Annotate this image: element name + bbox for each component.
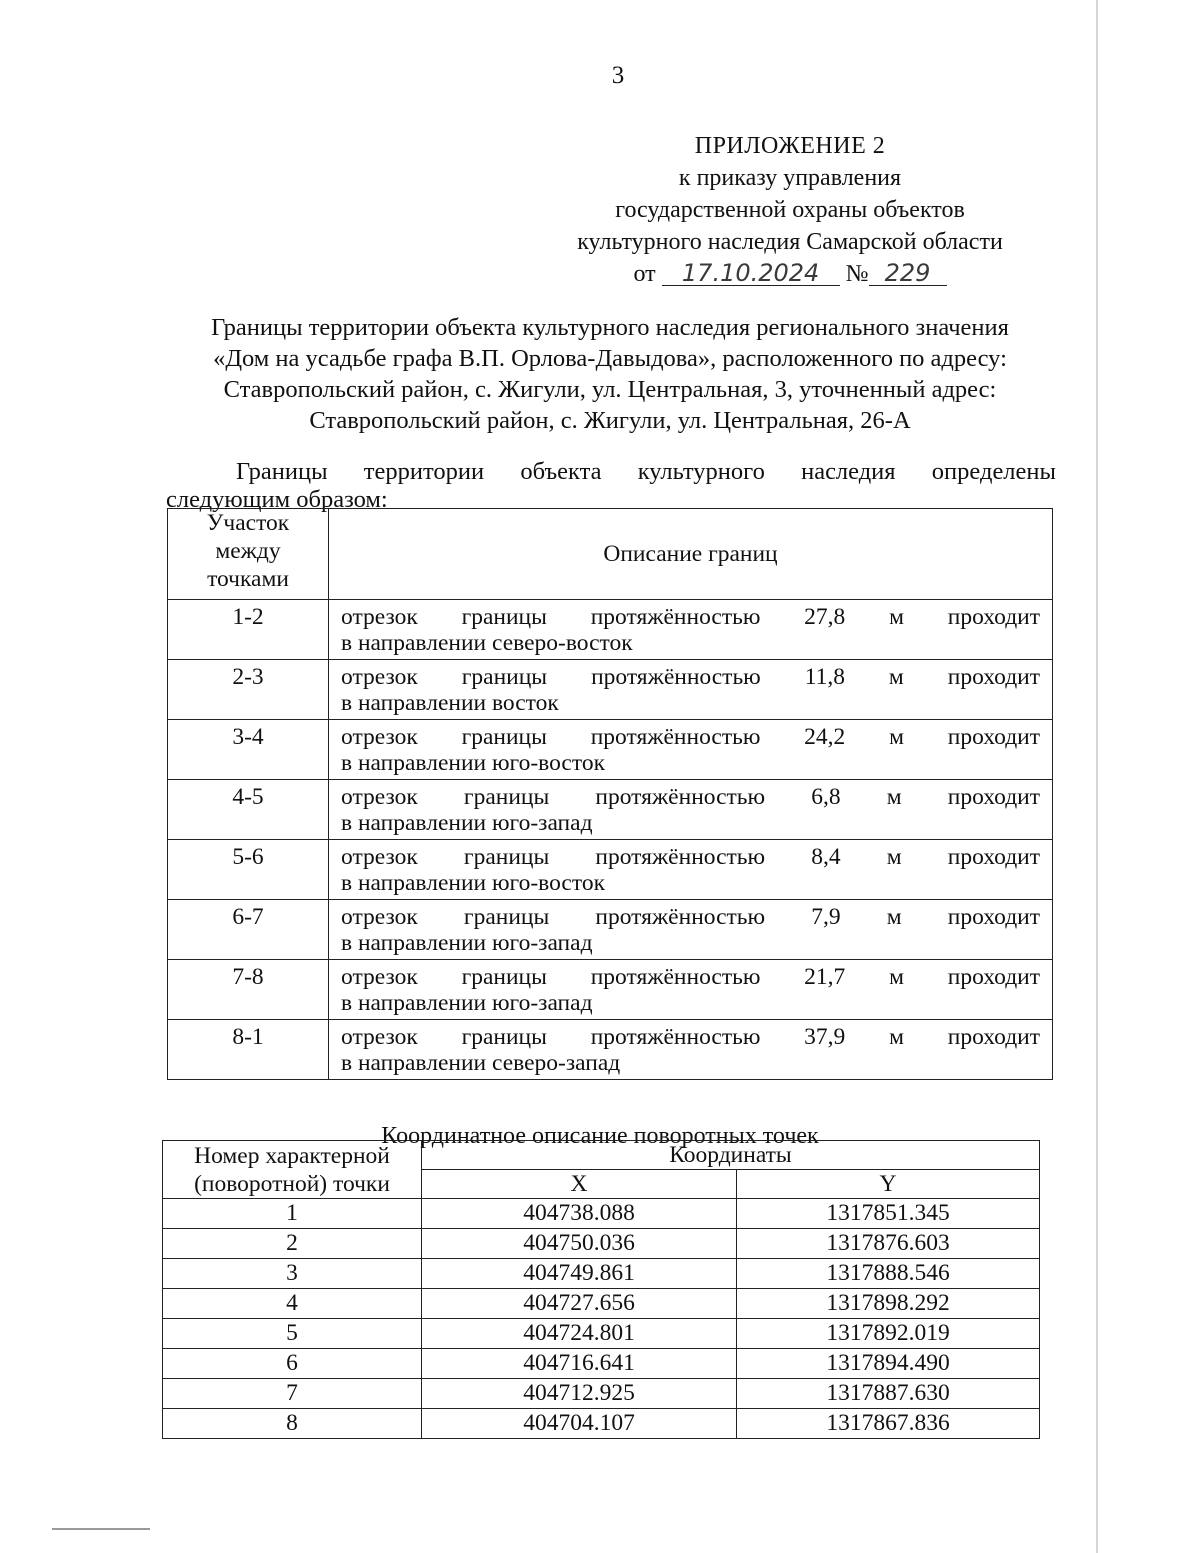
description-cell bbox=[329, 720, 1053, 780]
x-coordinate-cell: 404749.861 bbox=[422, 1259, 737, 1289]
table-row bbox=[168, 780, 1053, 840]
coordinates-caption: Координатное описание поворотных точек bbox=[381, 1123, 819, 1149]
appendix-line-3: культурного наследия Самарской области bbox=[577, 229, 1003, 255]
description-cell bbox=[329, 1020, 1053, 1080]
intro-paragraph bbox=[166, 458, 1056, 514]
heading-line-3: Ставропольский район, с. Жигули, ул. Центральная, 3, уточненный адрес: bbox=[223, 376, 997, 403]
description-cell bbox=[329, 660, 1053, 720]
description-line-2: в направлении юго-запад bbox=[341, 990, 593, 1016]
point-number-header bbox=[163, 1141, 422, 1199]
appendix-block bbox=[540, 130, 1040, 290]
order-date-line bbox=[633, 258, 946, 290]
heading-line-1: Границы территории объекта культурного наследия регионального значения bbox=[211, 314, 1009, 341]
description-cell bbox=[329, 780, 1053, 840]
coords-header-row bbox=[163, 1141, 1040, 1170]
table-row bbox=[163, 1349, 1040, 1379]
scan-edge-line bbox=[1096, 0, 1098, 1553]
table-row bbox=[163, 1229, 1040, 1259]
description-line-2: в направлении северо-восток bbox=[341, 630, 633, 656]
table-row bbox=[168, 660, 1053, 720]
description-line-1: отрезок границы протяжённостью 11,8 м проходит bbox=[341, 664, 1040, 690]
description-cell bbox=[329, 960, 1053, 1020]
intro-line-1: Границы территории объекта культурного наследия определены bbox=[236, 458, 1056, 485]
segment-cell: 7-8 bbox=[168, 960, 329, 1020]
segment-cell: 3-4 bbox=[168, 720, 329, 780]
table-row bbox=[168, 840, 1053, 900]
description-header: Описание границ bbox=[329, 509, 1053, 600]
y-coordinate-cell: 1317887.630 bbox=[737, 1379, 1040, 1409]
heading-line-4: Ставропольский район, с. Жигули, ул. Центральная, 26-А bbox=[309, 407, 911, 434]
description-line-2: в направлении северо-запад bbox=[341, 1050, 621, 1076]
table-row bbox=[168, 900, 1053, 960]
page-number: 3 bbox=[611, 62, 625, 89]
heading-line-2: «Дом на усадьбе графа В.П. Орлова-Давыдова», расположенного по адресу: bbox=[213, 345, 1007, 372]
segment-header bbox=[168, 509, 329, 600]
x-coordinate-cell: 404704.107 bbox=[422, 1409, 737, 1439]
description-cell bbox=[329, 840, 1053, 900]
segment-cell: 8-1 bbox=[168, 1020, 329, 1080]
x-coordinate-cell: 404712.925 bbox=[422, 1379, 737, 1409]
table-row bbox=[168, 1020, 1053, 1080]
point-number-cell: 1 bbox=[163, 1199, 422, 1229]
table-row bbox=[163, 1199, 1040, 1229]
x-coordinate-cell: 404738.088 bbox=[422, 1199, 737, 1229]
table-row bbox=[168, 720, 1053, 780]
point-number-cell: 4 bbox=[163, 1289, 422, 1319]
x-coordinate-cell: 404750.036 bbox=[422, 1229, 737, 1259]
description-line-1: отрезок границы протяжённостью 27,8 м проходит bbox=[341, 604, 1040, 630]
description-line-1: отрезок границы протяжённостью 7,9 м проходит bbox=[341, 904, 1040, 930]
point-header-line: Номер характерной bbox=[194, 1142, 390, 1169]
x-header: X bbox=[422, 1170, 737, 1199]
x-coordinate-cell: 404724.801 bbox=[422, 1319, 737, 1349]
description-line-2: в направлении юго-восток bbox=[341, 870, 605, 896]
y-header: Y bbox=[737, 1170, 1040, 1199]
x-coordinate-cell: 404716.641 bbox=[422, 1349, 737, 1379]
y-coordinate-cell: 1317876.603 bbox=[737, 1229, 1040, 1259]
segment-header-line: Участок bbox=[206, 510, 290, 536]
point-number-cell: 6 bbox=[163, 1349, 422, 1379]
appendix-title: ПРИЛОЖЕНИЕ 2 bbox=[694, 133, 886, 159]
point-number-cell: 2 bbox=[163, 1229, 422, 1259]
segment-cell: 1-2 bbox=[168, 600, 329, 660]
coordinates-header: Координаты bbox=[422, 1141, 1040, 1170]
segment-cell: 5-6 bbox=[168, 840, 329, 900]
table-row bbox=[163, 1379, 1040, 1409]
number-label: № bbox=[845, 261, 869, 287]
table-row bbox=[163, 1319, 1040, 1349]
scan-mark bbox=[52, 1528, 150, 1530]
description-line-1: отрезок границы протяжённостью 21,7 м проходит bbox=[341, 964, 1040, 990]
segment-header-line: точками bbox=[207, 566, 289, 592]
segment-cell: 4-5 bbox=[168, 780, 329, 840]
segment-cell: 2-3 bbox=[168, 660, 329, 720]
intro-line-2: следующим образом: bbox=[166, 486, 388, 513]
point-number-cell: 8 bbox=[163, 1409, 422, 1439]
description-line-1: отрезок границы протяжённостью 37,9 м проходит bbox=[341, 1024, 1040, 1050]
y-coordinate-cell: 1317892.019 bbox=[737, 1319, 1040, 1349]
y-coordinate-cell: 1317888.546 bbox=[737, 1259, 1040, 1289]
description-line-2: в направлении юго-запад bbox=[341, 810, 593, 836]
order-date: 17.10.2024 bbox=[662, 261, 840, 286]
table-row bbox=[163, 1409, 1040, 1439]
document-heading bbox=[170, 312, 1050, 436]
description-line-2: в направлении юго-запад bbox=[341, 930, 593, 956]
appendix-line-2: государственной охраны объектов bbox=[615, 197, 965, 223]
table-row bbox=[168, 600, 1053, 660]
description-line-1: отрезок границы протяжённостью 6,8 м проходит bbox=[341, 784, 1040, 810]
boundaries-header-row bbox=[168, 509, 1053, 600]
segment-header-line: между bbox=[215, 538, 281, 564]
order-number: 229 bbox=[869, 261, 947, 286]
x-coordinate-cell: 404727.656 bbox=[422, 1289, 737, 1319]
segment-cell: 6-7 bbox=[168, 900, 329, 960]
point-number-cell: 3 bbox=[163, 1259, 422, 1289]
boundaries-table bbox=[167, 508, 1053, 1080]
coordinates-table bbox=[162, 1140, 1040, 1439]
appendix-line-1: к приказу управления bbox=[678, 165, 902, 191]
description-cell bbox=[329, 900, 1053, 960]
point-number-cell: 7 bbox=[163, 1379, 422, 1409]
description-line-2: в направлении восток bbox=[341, 690, 559, 716]
description-cell bbox=[329, 600, 1053, 660]
table-row bbox=[163, 1259, 1040, 1289]
table-row bbox=[163, 1289, 1040, 1319]
y-coordinate-cell: 1317894.490 bbox=[737, 1349, 1040, 1379]
y-coordinate-cell: 1317867.836 bbox=[737, 1409, 1040, 1439]
description-line-1: отрезок границы протяжённостью 24,2 м проходит bbox=[341, 724, 1040, 750]
y-coordinate-cell: 1317898.292 bbox=[737, 1289, 1040, 1319]
y-coordinate-cell: 1317851.345 bbox=[737, 1199, 1040, 1229]
table-row bbox=[168, 960, 1053, 1020]
description-line-1: отрезок границы протяжённостью 8,4 м проходит bbox=[341, 844, 1040, 870]
from-label: от bbox=[633, 261, 656, 287]
point-header-line: (поворотной) точки bbox=[194, 1170, 390, 1197]
point-number-cell: 5 bbox=[163, 1319, 422, 1349]
description-line-2: в направлении юго-восток bbox=[341, 750, 605, 776]
